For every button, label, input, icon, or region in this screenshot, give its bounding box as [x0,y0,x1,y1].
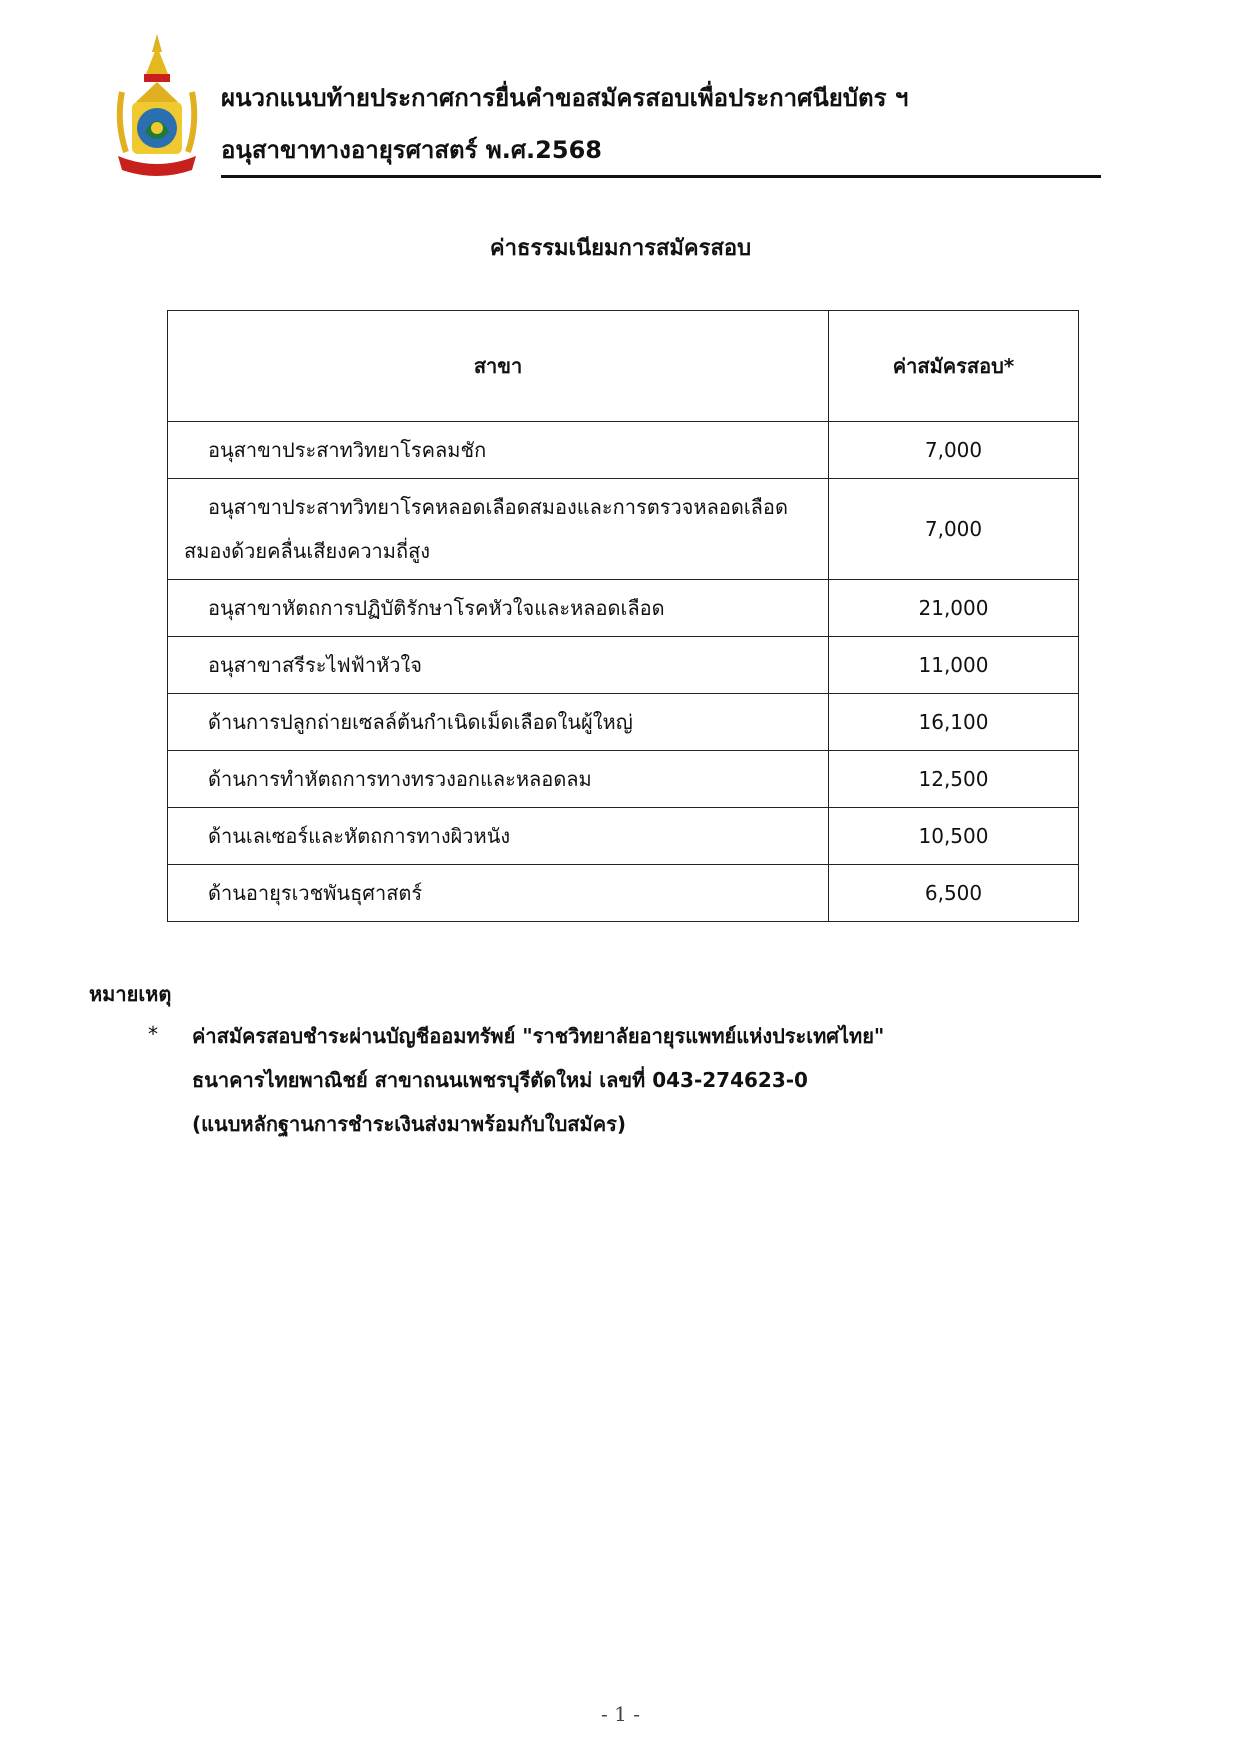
fee-table [167,310,1079,922]
branch-cell: อนุสาขาประสาทวิทยาโรคลมชัก [168,422,829,479]
fee-section-title: ค่าธรรมเนียมการสมัครสอบ [489,236,752,261]
branch-cell: อนุสาขาหัตถการปฏิบัติรักษาโรคหัวใจและหลอดเลือด [168,580,829,637]
column-header-branch: สาขา [168,311,829,422]
table-row [168,422,1079,479]
branch-cell: ด้านเลเซอร์และหัตถการทางผิวหนัง [168,808,829,865]
table-header-row [168,311,1079,422]
table-row [168,808,1079,865]
table-row [168,751,1079,808]
page-number: - 1 - [601,1702,640,1726]
header-title-line1: ผนวกแนบท้ายประกาศการยื่นคำขอสมัครสอบเพื่อประกาศนียบัตร ฯ [221,84,909,112]
branch-cell: อนุสาขาสรีระไฟฟ้าหัวใจ [168,637,829,694]
notes-line-payment-account: ค่าสมัครสอบชำระผ่านบัญชีออมทรัพย์ "ราชวิทยาลัยอายุรแพทย์แห่งประเทศไทย" [192,1024,885,1048]
notes-line-attach-proof: (แนบหลักฐานการชำระเงินส่งมาพร้อมกับใบสมัคร) [192,1112,626,1136]
branch-cell-line1: อนุสาขาประสาทวิทยาโรคหลอดเลือดสมองและการตรวจหลอดเลือด [208,495,788,519]
fee-cell: 7,000 [829,479,1079,580]
branch-cell: ด้านการปลูกถ่ายเซลล์ต้นกำเนิดเม็ดเลือดในผู้ใหญ่ [168,694,829,751]
table-row [168,479,1079,580]
column-header-fee: ค่าสมัครสอบ* [829,311,1079,422]
branch-cell: ด้านอายุรเวชพันธุศาสตร์ [168,865,829,922]
fee-cell: 11,000 [829,637,1079,694]
royal-college-emblem-icon [112,32,202,180]
branch-cell-line2: สมองด้วยคลื่นเสียงความถี่สูง [184,539,431,563]
notes-asterisk: * [148,1022,158,1046]
notes-title: หมายเหตุ [89,982,172,1006]
fee-cell: 16,100 [829,694,1079,751]
branch-cell [168,479,829,580]
notes-line-bank-details: ธนาคารไทยพาณิชย์ สาขาถนนเพชรบุรีตัดใหม่ เลขที่ 043-274623-0 [192,1068,808,1092]
header-divider [221,175,1101,178]
fee-cell: 21,000 [829,580,1079,637]
table-row [168,580,1079,637]
branch-cell: ด้านการทำหัตถการทางทรวงอกและหลอดลม [168,751,829,808]
fee-cell: 7,000 [829,422,1079,479]
header-title-line2: อนุสาขาทางอายุรศาสตร์ พ.ศ.2568 [221,136,602,164]
fee-cell: 10,500 [829,808,1079,865]
table-row [168,865,1079,922]
fee-cell: 6,500 [829,865,1079,922]
fee-cell: 12,500 [829,751,1079,808]
table-row [168,694,1079,751]
table-row [168,637,1079,694]
